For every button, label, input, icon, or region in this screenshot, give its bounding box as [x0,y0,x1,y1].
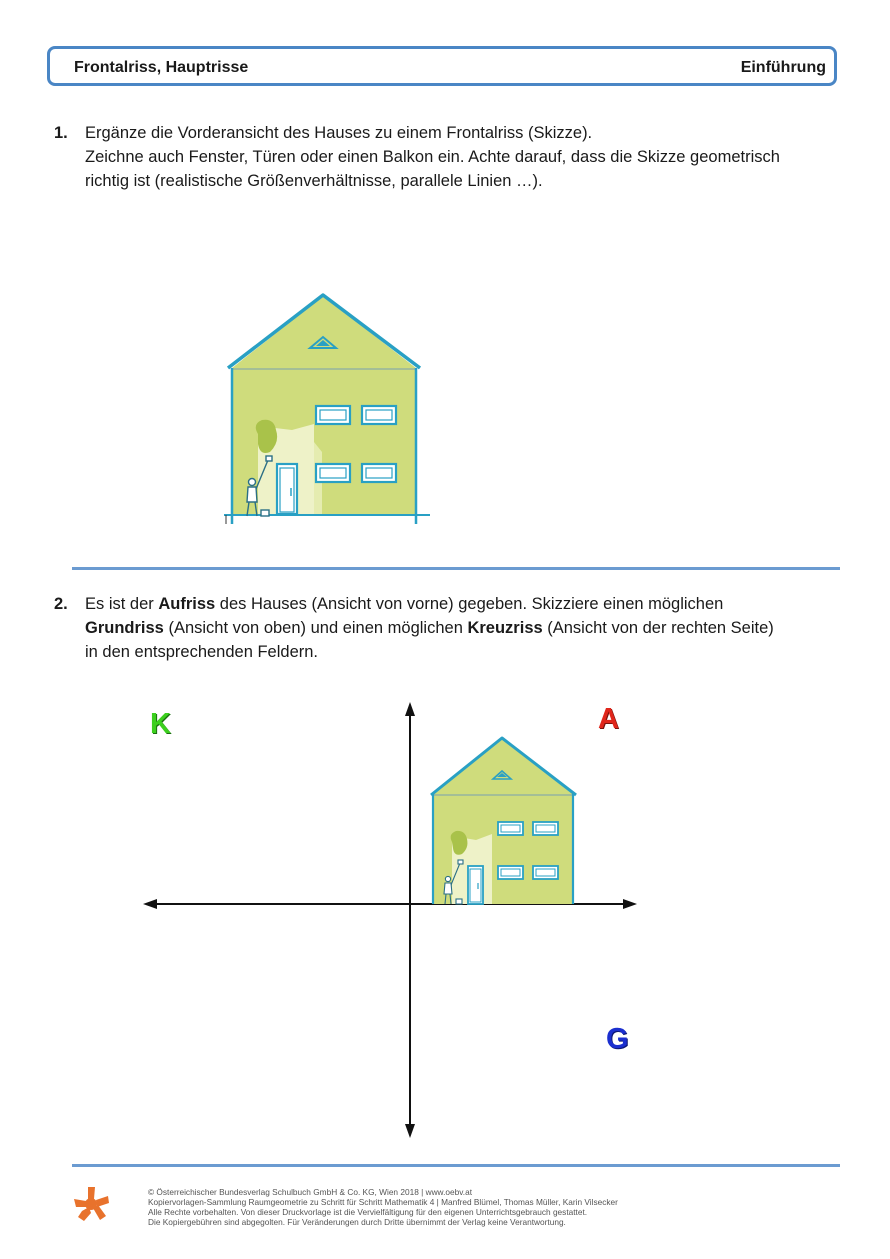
task-2-text-3: (Ansicht von oben) und einen möglichen [163,619,468,637]
task-1-text [85,121,855,193]
divider-footer [72,1164,840,1167]
house-illustration-2 [430,736,578,910]
divider-1 [72,567,840,570]
task-2-text-1: Es ist der [85,595,159,613]
footer-line-2: Kopiervorlagen-Sammlung Raumgeometrie zu Schritt für Schritt Mathematik 4 | Manfred Blümel, Thomas Müller, Karin Vilsecker [148,1197,618,1207]
task-2-line-1 [85,592,855,616]
footer-line-1: © Österreichischer Bundesverlag Schulbuch GmbH & Co. KG, Wien 2018 | www.oebv.at [148,1187,472,1197]
page-title: Frontalriss, Hauptrisse [74,59,249,76]
arrow-down-icon [405,1124,415,1138]
arrow-left-icon [143,899,157,909]
label-aufriss-a: A [598,703,619,735]
footer-line-3: Alle Rechte vorbehalten. Von dieser Druckvorlage ist die Vervielfältigung für den eigenen Unterrichtsgebrauch gestattet. [148,1207,588,1217]
task-2-text-2: des Hauses (Ansicht von vorne) gegeben. Skizziere einen möglichen [215,595,724,613]
arrow-up-icon [405,702,415,716]
term-kreuzriss: Kreuzriss [467,619,543,637]
header-box [47,46,837,86]
task-1-number: 1. [54,124,68,142]
task-2-text-4: (Ansicht von der rechten Seite) [542,619,774,637]
term-grundriss: Grundriss [85,619,164,637]
label-grundriss-g: G [606,1023,629,1055]
task-2-number: 2. [54,595,68,613]
publisher-logo-icon [72,1185,110,1223]
section-tag: Einführung [740,59,826,76]
term-aufriss: Aufriss [158,595,216,613]
footer-copyright [148,1187,708,1227]
footer-line-4: Die Kopiergebühren sind abgegolten. Für Veränderungen durch Dritte übernimmt der Verlag keine Verantwortung. [148,1217,566,1227]
task-2-text [85,592,855,664]
arrow-right-icon [623,899,637,909]
label-kreuzriss-k: K [150,708,171,740]
task-1-line-1: Ergänze die Vorderansicht des Hauses zu einem Frontalriss (Skizze). [85,124,593,142]
task-2-line-2 [85,616,855,640]
task-1-line-3: richtig ist (realistische Größenverhältnisse, parallele Linien …). [85,172,543,190]
house-illustration-1 [222,292,434,528]
task-1-line-2: Zeichne auch Fenster, Türen oder einen Balkon ein. Achte darauf, dass die Skizze geometrisch [85,148,780,166]
task-2-line-3: in den entsprechenden Feldern. [85,643,318,661]
